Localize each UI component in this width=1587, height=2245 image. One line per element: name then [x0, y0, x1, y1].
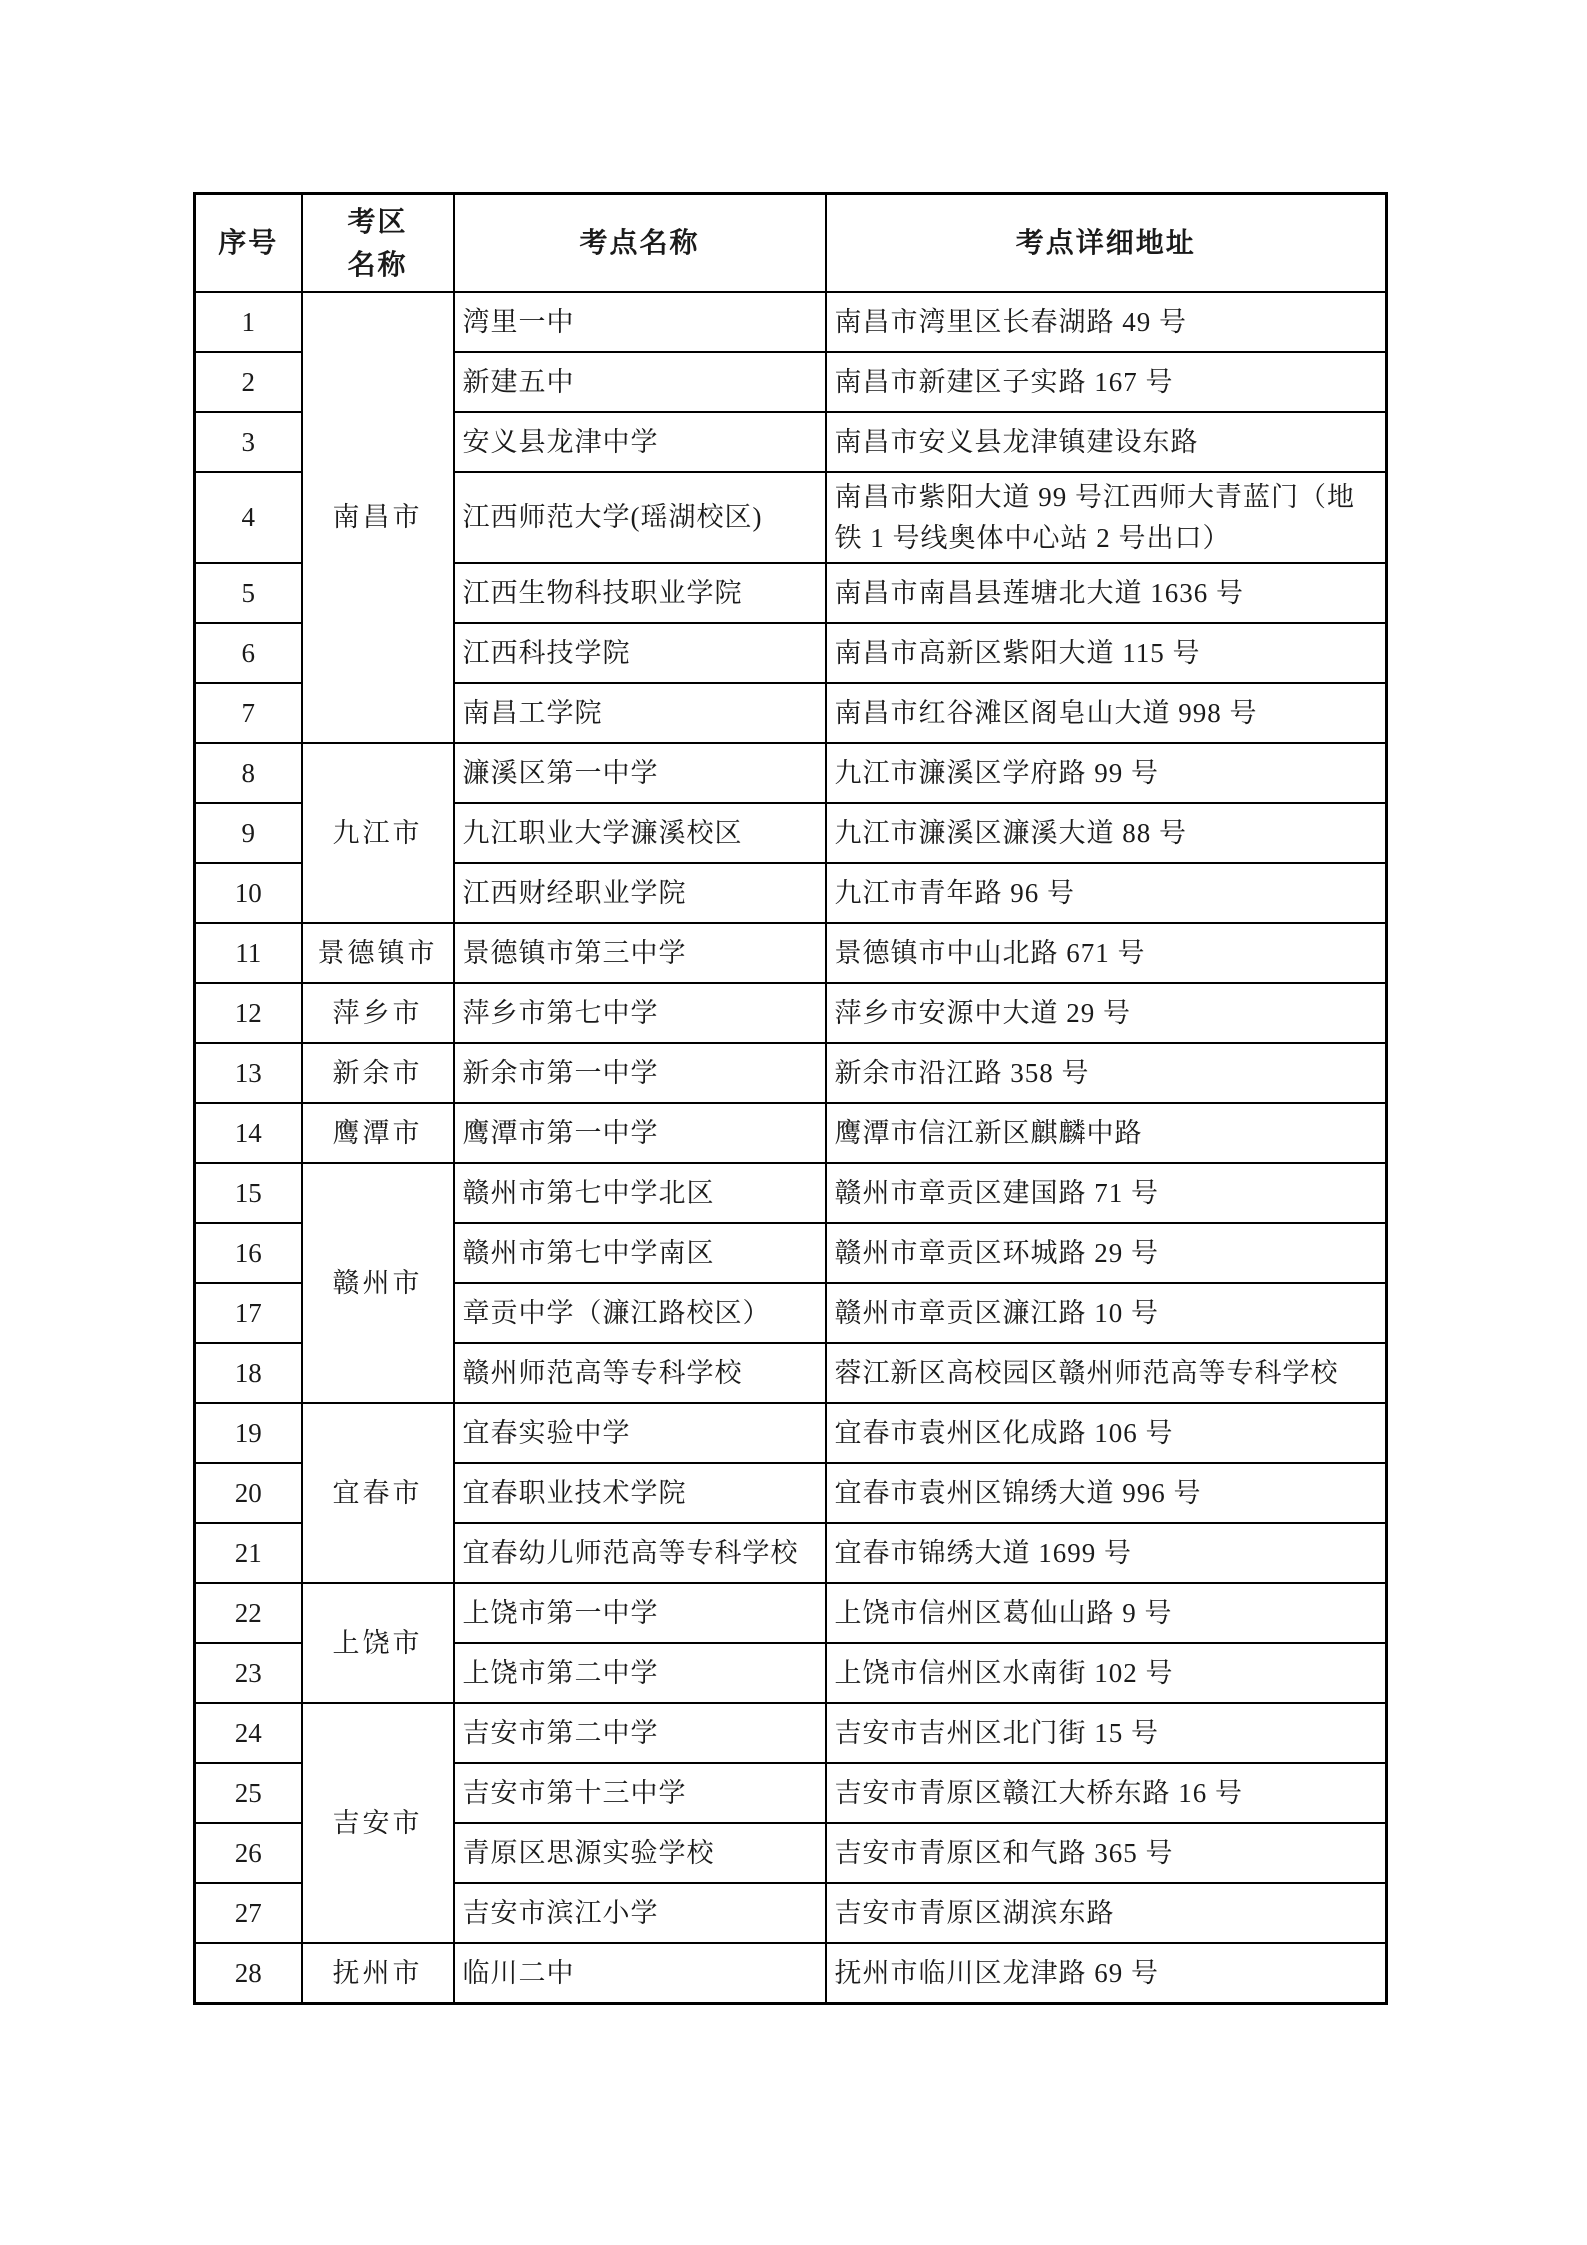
- address-cell: 上饶市信州区葛仙山路 9 号: [826, 1583, 1387, 1643]
- row-index-cell: 20: [195, 1463, 302, 1523]
- site-name-cell: 青原区思源实验学校: [454, 1823, 826, 1883]
- site-name-cell: 濂溪区第一中学: [454, 743, 826, 803]
- site-name-cell: 吉安市第十三中学: [454, 1763, 826, 1823]
- district-cell: 抚州市: [302, 1943, 454, 2004]
- address-cell: 上饶市信州区水南街 102 号: [826, 1643, 1387, 1703]
- row-index-cell: 17: [195, 1283, 302, 1343]
- address-cell: 九江市濂溪区濂溪大道 88 号: [826, 803, 1387, 863]
- site-name-cell: 上饶市第一中学: [454, 1583, 826, 1643]
- header-address: [826, 194, 1387, 293]
- site-name-cell: 宜春实验中学: [454, 1403, 826, 1463]
- address-cell: 宜春市锦绣大道 1699 号: [826, 1523, 1387, 1583]
- site-name-cell: 安义县龙津中学: [454, 412, 826, 472]
- district-cell: 上饶市: [302, 1583, 454, 1703]
- district-cell: 宜春市: [302, 1403, 454, 1583]
- district-cell: 九江市: [302, 743, 454, 923]
- row-index-cell: 10: [195, 863, 302, 923]
- table-row: [195, 923, 1387, 983]
- site-name-cell: 南昌工学院: [454, 683, 826, 743]
- table-row: [195, 743, 1387, 803]
- row-index-cell: 11: [195, 923, 302, 983]
- header-index: [195, 194, 302, 293]
- address-cell: 南昌市湾里区长春湖路 49 号: [826, 292, 1387, 352]
- district-cell: 景德镇市: [302, 923, 454, 983]
- row-index-cell: 16: [195, 1223, 302, 1283]
- address-cell: 吉安市吉州区北门街 15 号: [826, 1703, 1387, 1763]
- row-index-cell: 8: [195, 743, 302, 803]
- row-index-cell: 6: [195, 623, 302, 683]
- row-index-cell: 4: [195, 472, 302, 563]
- exam-site-table-body: [195, 292, 1387, 2004]
- district-cell: 鹰潭市: [302, 1103, 454, 1163]
- address-cell: 赣州市章贡区环城路 29 号: [826, 1223, 1387, 1283]
- site-name-cell: 新建五中: [454, 352, 826, 412]
- row-index-cell: 15: [195, 1163, 302, 1223]
- row-index-cell: 14: [195, 1103, 302, 1163]
- site-name-cell: 新余市第一中学: [454, 1043, 826, 1103]
- site-name-cell: 赣州市第七中学北区: [454, 1163, 826, 1223]
- table-row: [195, 292, 1387, 352]
- row-index-cell: 24: [195, 1703, 302, 1763]
- site-name-cell: 江西生物科技职业学院: [454, 563, 826, 623]
- district-cell: 吉安市: [302, 1703, 454, 1943]
- table-header-row: [195, 194, 1387, 293]
- site-name-cell: 临川二中: [454, 1943, 826, 2004]
- address-cell: 南昌市安义县龙津镇建设东路: [826, 412, 1387, 472]
- address-cell: 宜春市袁州区化成路 106 号: [826, 1403, 1387, 1463]
- site-name-cell: 江西师范大学(瑶湖校区): [454, 472, 826, 563]
- address-cell: 赣州市章贡区濂江路 10 号: [826, 1283, 1387, 1343]
- site-name-cell: 九江职业大学濂溪校区: [454, 803, 826, 863]
- site-name-cell: 江西财经职业学院: [454, 863, 826, 923]
- header-district: [302, 194, 454, 293]
- row-index-cell: 13: [195, 1043, 302, 1103]
- row-index-cell: 7: [195, 683, 302, 743]
- site-name-cell: 江西科技学院: [454, 623, 826, 683]
- row-index-cell: 18: [195, 1343, 302, 1403]
- row-index-cell: 2: [195, 352, 302, 412]
- address-cell: 景德镇市中山北路 671 号: [826, 923, 1387, 983]
- row-index-cell: 5: [195, 563, 302, 623]
- site-name-cell: 宜春职业技术学院: [454, 1463, 826, 1523]
- row-index-cell: 21: [195, 1523, 302, 1583]
- header-district-label: 考区名称: [347, 205, 408, 280]
- address-cell: 吉安市青原区湖滨东路: [826, 1883, 1387, 1943]
- site-name-cell: 鹰潭市第一中学: [454, 1103, 826, 1163]
- site-name-cell: 赣州市第七中学南区: [454, 1223, 826, 1283]
- table-row: [195, 1703, 1387, 1763]
- header-site-label: 考点名称: [579, 227, 700, 258]
- table-row: [195, 1943, 1387, 2004]
- table-row: [195, 1043, 1387, 1103]
- district-cell: 新余市: [302, 1043, 454, 1103]
- site-name-cell: 上饶市第二中学: [454, 1643, 826, 1703]
- header-site: [454, 194, 826, 293]
- address-cell: 吉安市青原区和气路 365 号: [826, 1823, 1387, 1883]
- header-address-label: 考点详细地址: [1015, 227, 1196, 258]
- site-name-cell: 宜春幼儿师范高等专科学校: [454, 1523, 826, 1583]
- district-cell: 赣州市: [302, 1163, 454, 1403]
- site-name-cell: 吉安市滨江小学: [454, 1883, 826, 1943]
- row-index-cell: 23: [195, 1643, 302, 1703]
- table-row: [195, 983, 1387, 1043]
- address-cell: 赣州市章贡区建国路 71 号: [826, 1163, 1387, 1223]
- row-index-cell: 22: [195, 1583, 302, 1643]
- site-name-cell: 赣州师范高等专科学校: [454, 1343, 826, 1403]
- address-cell: 九江市濂溪区学府路 99 号: [826, 743, 1387, 803]
- row-index-cell: 25: [195, 1763, 302, 1823]
- header-index-label: 序号: [218, 227, 279, 258]
- address-cell: 南昌市南昌县莲塘北大道 1636 号: [826, 563, 1387, 623]
- table-row: [195, 1403, 1387, 1463]
- address-cell: 抚州市临川区龙津路 69 号: [826, 1943, 1387, 2004]
- district-cell: 南昌市: [302, 292, 454, 743]
- site-name-cell: 湾里一中: [454, 292, 826, 352]
- address-cell: 鹰潭市信江新区麒麟中路: [826, 1103, 1387, 1163]
- row-index-cell: 28: [195, 1943, 302, 2004]
- row-index-cell: 19: [195, 1403, 302, 1463]
- address-cell: 南昌市红谷滩区阁皂山大道 998 号: [826, 683, 1387, 743]
- exam-sites-table: [193, 192, 1388, 2005]
- row-index-cell: 12: [195, 983, 302, 1043]
- address-cell: 九江市青年路 96 号: [826, 863, 1387, 923]
- address-cell: 吉安市青原区赣江大桥东路 16 号: [826, 1763, 1387, 1823]
- address-cell: 宜春市袁州区锦绣大道 996 号: [826, 1463, 1387, 1523]
- site-name-cell: 章贡中学（濂江路校区）: [454, 1283, 826, 1343]
- district-cell: 萍乡市: [302, 983, 454, 1043]
- site-name-cell: 萍乡市第七中学: [454, 983, 826, 1043]
- address-cell: 新余市沿江路 358 号: [826, 1043, 1387, 1103]
- table-row: [195, 1103, 1387, 1163]
- address-cell: 南昌市紫阳大道 99 号江西师大青蓝门（地铁 1 号线奥体中心站 2 号出口）: [826, 472, 1387, 563]
- address-cell: 蓉江新区高校园区赣州师范高等专科学校: [826, 1343, 1387, 1403]
- address-cell: 南昌市新建区子实路 167 号: [826, 352, 1387, 412]
- table-row: [195, 1583, 1387, 1643]
- row-index-cell: 3: [195, 412, 302, 472]
- row-index-cell: 27: [195, 1883, 302, 1943]
- row-index-cell: 1: [195, 292, 302, 352]
- row-index-cell: 9: [195, 803, 302, 863]
- table-row: [195, 1163, 1387, 1223]
- address-cell: 萍乡市安源中大道 29 号: [826, 983, 1387, 1043]
- address-cell: 南昌市高新区紫阳大道 115 号: [826, 623, 1387, 683]
- site-name-cell: 吉安市第二中学: [454, 1703, 826, 1763]
- site-name-cell: 景德镇市第三中学: [454, 923, 826, 983]
- row-index-cell: 26: [195, 1823, 302, 1883]
